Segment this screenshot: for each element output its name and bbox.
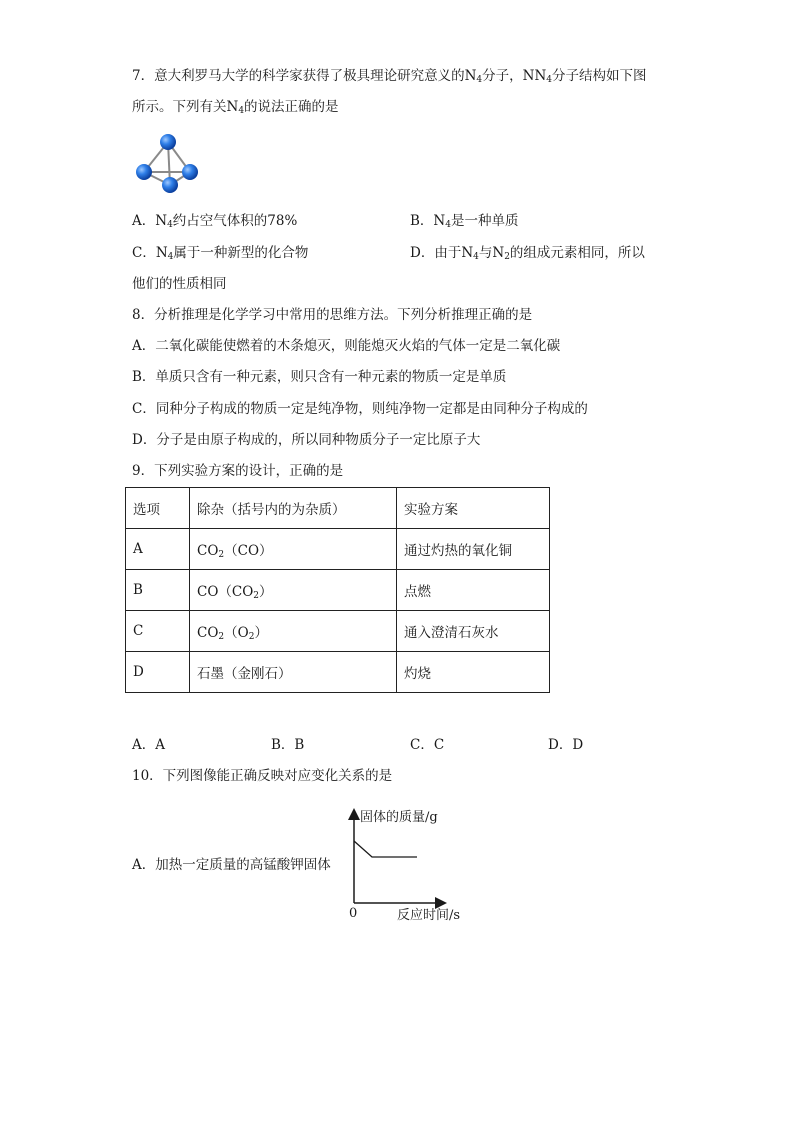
- q8-option-a: A．二氧化碳能使燃着的木条熄灭，则能熄灭火焰的气体一定是二氧化碳: [132, 338, 561, 354]
- q9-answer-c: C．C: [410, 737, 445, 753]
- atom-bottom: [162, 177, 178, 193]
- table-cell-substance: $CO_2(O_2)$: [190, 611, 397, 652]
- y-axis-label: 固体的质量/g: [360, 810, 438, 825]
- q7-stem-line2: 所示。下列有关$N_4$的说法正确的是: [132, 99, 339, 116]
- q9-answer-d: D．D: [548, 737, 584, 753]
- q7-option-d: D．由于$N_4$与$N_2$的组成元素相同，所以: [410, 245, 645, 262]
- x-axis-label: 反应时间/s: [397, 908, 461, 923]
- table-cell-plan: 通入澄清石灰水: [397, 611, 550, 652]
- table-header-row: [126, 488, 550, 529]
- table-row: [126, 529, 550, 570]
- mass-curve: [354, 841, 417, 857]
- table-cell-option: C: [126, 611, 190, 652]
- origin-label: 0: [349, 906, 358, 921]
- q9-table: [125, 487, 550, 693]
- q10-stem: 10．下列图像能正确反映对应变化关系的是: [132, 768, 393, 784]
- table-cell-option: B: [126, 570, 190, 611]
- table-header-cell: 实验方案: [397, 488, 550, 529]
- table-header-cell: 除杂（括号内的为杂质）: [190, 488, 397, 529]
- table-cell-substance: $CO_2(CO)$: [190, 529, 397, 570]
- q9-answer-b: B．B: [271, 737, 305, 753]
- q8-option-d: D．分子是由原子构成的，所以同种物质分子一定比原子大: [132, 432, 481, 448]
- q7-option-c: C．$N_4$属于一种新型的化合物: [132, 245, 309, 262]
- table-cell-option: A: [126, 529, 190, 570]
- q7-option-a: A．$N_4$约占空气体积的78%: [132, 213, 298, 230]
- atom-left: [136, 164, 152, 180]
- q10-option-a: A．加热一定质量的高锰酸钾固体: [132, 857, 331, 873]
- n4-molecule-image: [134, 130, 202, 196]
- table-row: [126, 570, 550, 611]
- q9-answer-a: A．A: [132, 737, 165, 753]
- table-cell-option: D: [126, 652, 190, 693]
- atom-top: [160, 134, 176, 150]
- table-cell-substance: 石墨（金刚石）: [190, 652, 397, 693]
- table-row: [126, 611, 550, 652]
- atom-right: [182, 164, 198, 180]
- table-cell-plan: 通过灼热的氧化铜: [397, 529, 550, 570]
- q8-option-b: B．单质只含有一种元素，则只含有一种元素的物质一定是单质: [132, 369, 507, 385]
- q9-stem: 9．下列实验方案的设计，正确的是: [132, 463, 344, 479]
- q8-stem: 8．分析推理是化学学习中常用的思维方法。下列分析推理正确的是: [132, 307, 533, 323]
- q7-stem-line1: 7．意大利罗马大学的科学家获得了极具理论研究意义的$N_4$分子，$NN_4$分子结构如下图: [132, 68, 647, 85]
- table-header-cell: 选项: [126, 488, 190, 529]
- table-cell-plan: 灼烧: [397, 652, 550, 693]
- q7-option-d-continued: 他们的性质相同: [132, 276, 227, 292]
- q8-option-c: C．同种分子构成的物质一定是纯净物，则纯净物一定都是由同种分子构成的: [132, 401, 588, 417]
- table-row: [126, 652, 550, 693]
- q10-graph-a: [340, 805, 490, 930]
- q7-option-b: B．$N_4$是一种单质: [410, 213, 519, 230]
- table-cell-plan: 点燃: [397, 570, 550, 611]
- table-cell-substance: $CO(CO_2)$: [190, 570, 397, 611]
